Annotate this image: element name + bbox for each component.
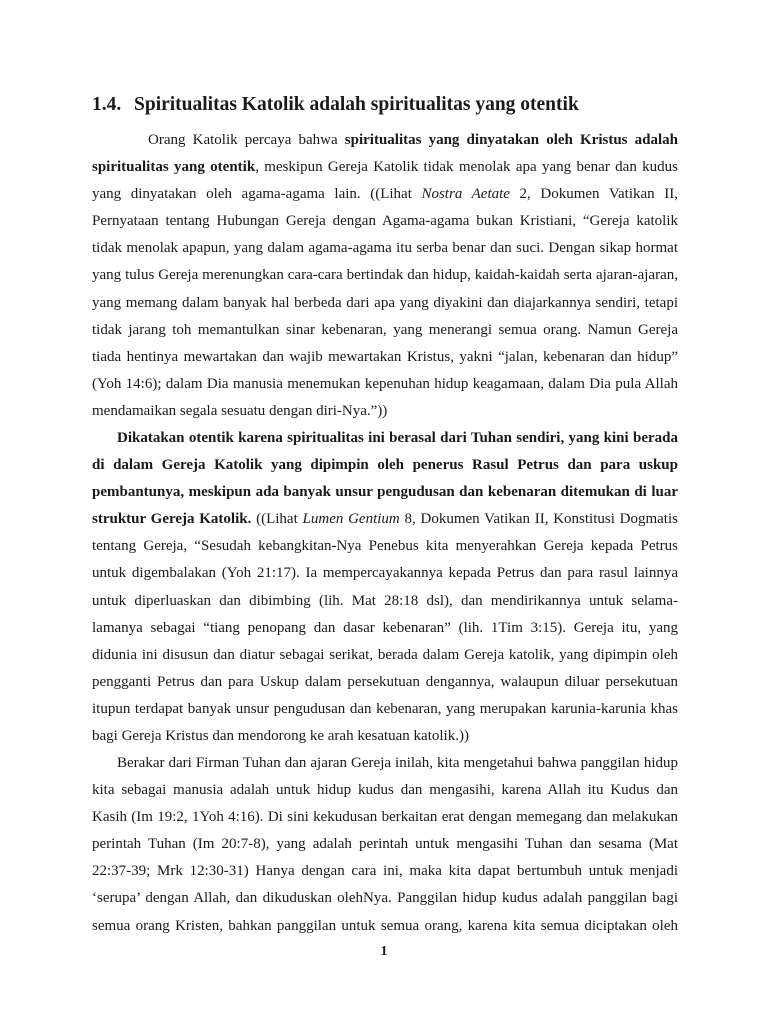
- text-run: didunia ini disusun dan diatur sebagai serikat, berada dalam Gereja katolik, yang dipimpin oleh: [92, 646, 678, 663]
- section-heading: [92, 92, 579, 118]
- text-line: [92, 560, 678, 587]
- text-line: [92, 506, 678, 533]
- text-run: (Yoh 14:6); dalam Dia manusia menemukan kepenuhan hidup keagamaan, dalam Dia pula Allah: [92, 375, 678, 392]
- paragraph-3: [92, 750, 678, 940]
- text-line: [92, 154, 678, 181]
- text-line: [92, 208, 678, 235]
- text-run: pengganti Petrus dan para Uskup dalam persekutuan dengannya, walaupun diluar persekutuan: [92, 673, 678, 690]
- text-run: ((Lihat: [251, 511, 303, 528]
- bold-text: pembantunya, meskipun ada banyak unsur pengudusan dan kebenaran ditemukan di luar: [92, 484, 678, 501]
- text-line: [92, 750, 678, 777]
- text-run: yang dinyatakan oleh agama-agama lain. ((Lihat: [92, 186, 422, 203]
- text-line: [92, 344, 678, 371]
- text-line: [92, 723, 678, 750]
- paragraph-1: [92, 127, 678, 425]
- text-run: semua orang Kristen, bahkan panggilan untuk semua orang, karena kita semua diciptakan oleh: [92, 917, 678, 934]
- text-line: [92, 425, 678, 452]
- text-run: tentang Gereja, “Sesudah kebangkitan-Nya Penebus kita menyerahkan Gereja kepada Petrus: [92, 538, 678, 555]
- text-line: [92, 696, 678, 723]
- text-line: [92, 533, 678, 560]
- text-run: itupun terdapat banyak unsur pengudusan dan kebenaran, yang merupakan karunia-karunia khas: [92, 700, 678, 717]
- text-run: perintah Tuhan (Im 20:7-8), yang adalah perintah untuk mengasihi Tuhan dan sesama (Mat: [92, 836, 678, 853]
- text-line: [92, 615, 678, 642]
- text-run: Kasih (Im 19:2, 1Yoh 4:16). Di sini kekudusan berkaitan erat dengan memegang dan melakukan: [92, 809, 678, 826]
- text-line: [92, 181, 678, 208]
- text-line: [92, 642, 678, 669]
- text-run: Berakar dari Firman Tuhan dan ajaran Gereja inilah, kita mengetahui bahwa panggilan hidup: [117, 755, 678, 771]
- text-line: [92, 885, 678, 912]
- text-run: bagi Gereja Kristus dan mendorong ke arah kesatuan katolik.)): [92, 728, 469, 745]
- text-line: [92, 452, 678, 479]
- text-run: tidak jarang toh memantulkan sinar kebenaran, yang menerangi semua orang. Namun Gereja: [92, 321, 678, 338]
- bold-text: struktur Gereja Katolik.: [92, 511, 252, 528]
- text-run: 22:37-39; Mrk 12:30-31) Hanya dengan cara ini, maka kita dapat bertumbuh untuk menjadi: [92, 863, 678, 880]
- text-run: tiada hentinya mewartakan dan wajib mewartakan Kristus, yakni “jalan, kebenaran dan hidup”: [92, 348, 678, 365]
- text-line: [92, 398, 678, 425]
- text-run: , meskipun Gereja Katolik tidak menolak apa yang benar dan kudus: [255, 159, 678, 176]
- text-line: [92, 235, 678, 262]
- section-title: Spiritualitas Katolik adalah spiritualitas yang otentik: [134, 94, 579, 115]
- bold-text: di dalam Gereja Katolik yang dipimpin oleh penerus Rasul Petrus dan para uskup: [92, 457, 678, 474]
- text-run: yang tulus Gereja merenungkan cara-cara bertindak dan hidup, kaidah-kaidah serta ajaran-ajaran,: [92, 267, 678, 284]
- section-number: 1.4.: [92, 94, 122, 115]
- italic-text: Lumen Gentium: [302, 511, 400, 528]
- text-run: untuk diperluaskan dan dibimbing (lih. Mat 28:18 dsl), dan mendirikannya untuk selama-: [92, 592, 678, 609]
- paragraph-2: [92, 425, 678, 750]
- page-number: 1: [380, 944, 388, 959]
- bold-text: spiritualitas yang otentik: [92, 159, 256, 176]
- text-line: [92, 858, 678, 885]
- text-run: 2, Dokumen Vatikan II,: [509, 186, 678, 203]
- text-line: [92, 127, 678, 154]
- text-line: [92, 317, 678, 344]
- bold-text: Dikatakan otentik karena spiritualitas ini berasal dari Tuhan sendiri, yang kini berada: [117, 430, 678, 446]
- text-run: tidak menolak apapun, yang dalam agama-agama itu serba benar dan suci. Dengan sikap hormat: [92, 240, 678, 257]
- text-run: Pernyataan tentang Hubungan Gereja dengan Agama-agama bukan Kristiani, “Gereja katolik: [92, 213, 678, 230]
- text-run: mendamaikan segala sesuatu dengan diri-Nya.”)): [92, 402, 388, 419]
- text-line: [92, 290, 678, 317]
- text-line: [92, 479, 678, 506]
- text-run: kita sebagai manusia adalah untuk hidup kudus dan mengasihi, karena Allah itu Kudus dan: [92, 782, 678, 799]
- text-line: [92, 777, 678, 804]
- text-line: [92, 831, 678, 858]
- text-line: [92, 371, 678, 398]
- text-line: [92, 804, 678, 831]
- italic-text: Nostra Aetate: [421, 186, 510, 203]
- bold-text: spiritualitas yang dinyatakan oleh Kristus adalah: [344, 132, 678, 148]
- text-run: ‘serupa’ dengan Allah, dan dikuduskan olehNya. Panggilan hidup kudus adalah panggilan bagi: [92, 890, 678, 907]
- text-line: [92, 262, 678, 289]
- text-run: Orang Katolik percaya bahwa: [148, 132, 345, 148]
- text-run: 8, Dokumen Vatikan II, Konstitusi Dogmatis: [399, 511, 678, 528]
- text-line: [92, 588, 678, 615]
- text-run: untuk digembalakan (Yoh 21:17). Ia mempercayakannya kepada Petrus dan para rasul lainnya: [92, 565, 678, 582]
- text-run: lamanya sebagai “tiang penopang dan dasar kebenaran” (lih. 1Tim 3:15). Gereja itu, yang: [92, 619, 678, 636]
- text-line: [92, 669, 678, 696]
- text-line: [92, 913, 678, 940]
- text-run: yang memang dalam banyak hal berbeda dari apa yang diyakini dan diajarkannya sendiri, tetapi: [92, 294, 678, 311]
